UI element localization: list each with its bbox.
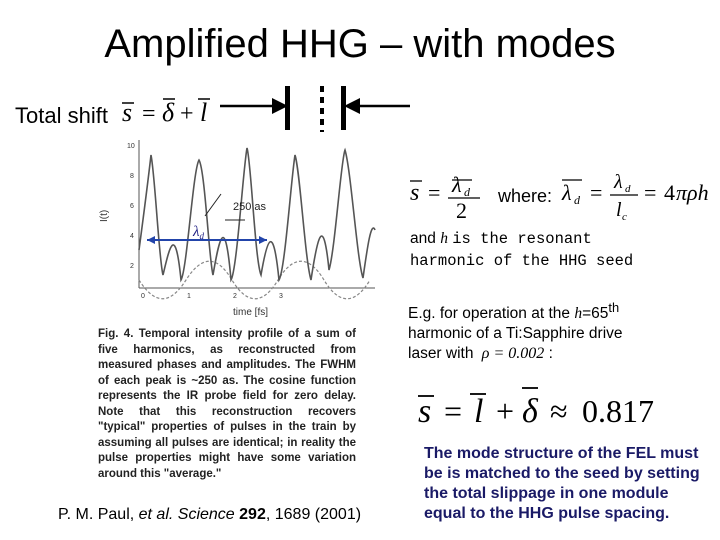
annotation-leader	[205, 194, 221, 216]
svg-text:=: =	[444, 393, 463, 429]
where-label: where:	[498, 186, 553, 206]
svg-text:l: l	[616, 199, 622, 221]
shift-equation	[114, 97, 224, 131]
x-tick: 1	[187, 293, 191, 300]
svg-text:+: +	[496, 393, 515, 429]
cosine-probe-curve	[139, 261, 370, 299]
y-tick: 2	[130, 263, 134, 270]
svg-text:2: 2	[456, 198, 467, 222]
svg-text:δ: δ	[522, 393, 538, 430]
svg-text:=: =	[644, 180, 657, 205]
svg-text:≈: ≈	[550, 393, 568, 429]
x-axis-label: time [fs]	[233, 307, 269, 318]
svg-text:δ: δ	[162, 98, 175, 127]
svg-text:l: l	[474, 393, 484, 430]
resonant-harmonic-note: and h is the resonant harmonic of the HHG seed	[410, 230, 634, 270]
x-tick: 2	[233, 293, 237, 300]
y-tick: 6	[130, 203, 134, 210]
lambda-d-label: $\lambda_d$	[193, 224, 204, 241]
svg-text:+: +	[180, 101, 194, 127]
x-tick: 0	[141, 293, 145, 300]
y-tick: 8	[130, 173, 134, 180]
svg-text:s: s	[122, 98, 133, 127]
slippage-value: 0.817	[582, 393, 654, 429]
right-bar	[341, 86, 346, 130]
slippage-value-formula	[416, 384, 676, 434]
intensity-figure	[95, 130, 385, 325]
total-shift-label: Total shift	[15, 103, 108, 128]
y-tick: 10	[127, 143, 135, 150]
x-tick: 3	[279, 293, 283, 300]
figure-caption: Fig. 4. Temporal intensity profile of a sum of five harmonics, as reconstructed from measured phases and amplitudes. The FWHM of each peak is ~250 as. The cosine function represents the IR probe field for zero delay. Note that this reconstruction recovers "typical" properties of pulses in the train by assuming all pulses are identical; in reality the pulse properties might have some variation around this "average."	[98, 328, 356, 480]
svg-text:d: d	[574, 193, 580, 207]
pulse-width-annotation: 250 as	[233, 201, 267, 213]
intensity-curve	[139, 148, 375, 280]
svg-text:λ: λ	[562, 180, 572, 205]
svg-text:=: =	[428, 180, 441, 205]
svg-text:=: =	[142, 101, 156, 127]
total-shift-formula	[15, 97, 224, 131]
slippage-formula	[410, 160, 710, 222]
svg-text:s: s	[410, 180, 420, 206]
svg-text:s: s	[418, 393, 432, 430]
svg-text:πρh: πρh	[676, 180, 709, 205]
svg-text:d: d	[464, 185, 470, 199]
svg-text:d: d	[625, 183, 631, 195]
citation: P. M. Paul, et al. Science 292, 1689 (2001)	[58, 506, 362, 523]
left-bar	[285, 86, 290, 130]
slide-title: Amplified HHG – with modes	[104, 22, 616, 66]
svg-text:l: l	[200, 98, 208, 127]
svg-text:c: c	[622, 211, 627, 222]
svg-text:=: =	[590, 180, 603, 205]
right-arrow-head	[344, 98, 360, 114]
svg-text:λ: λ	[614, 171, 623, 193]
mode-structure-note: The mode structure of the FEL must be is matched to the seed by setting the total slippage in one module equal to the HHG pulse spacing.	[424, 445, 700, 522]
y-axis-label: I(t)	[99, 209, 110, 222]
example-note: E.g. for operation at the h=65th harmonic of a Ti:Sapphire drive laser with ρ = 0.002 :	[408, 300, 623, 363]
svg-text:λ: λ	[452, 172, 462, 197]
svg-text:4: 4	[664, 180, 675, 205]
y-tick: 4	[130, 233, 134, 240]
